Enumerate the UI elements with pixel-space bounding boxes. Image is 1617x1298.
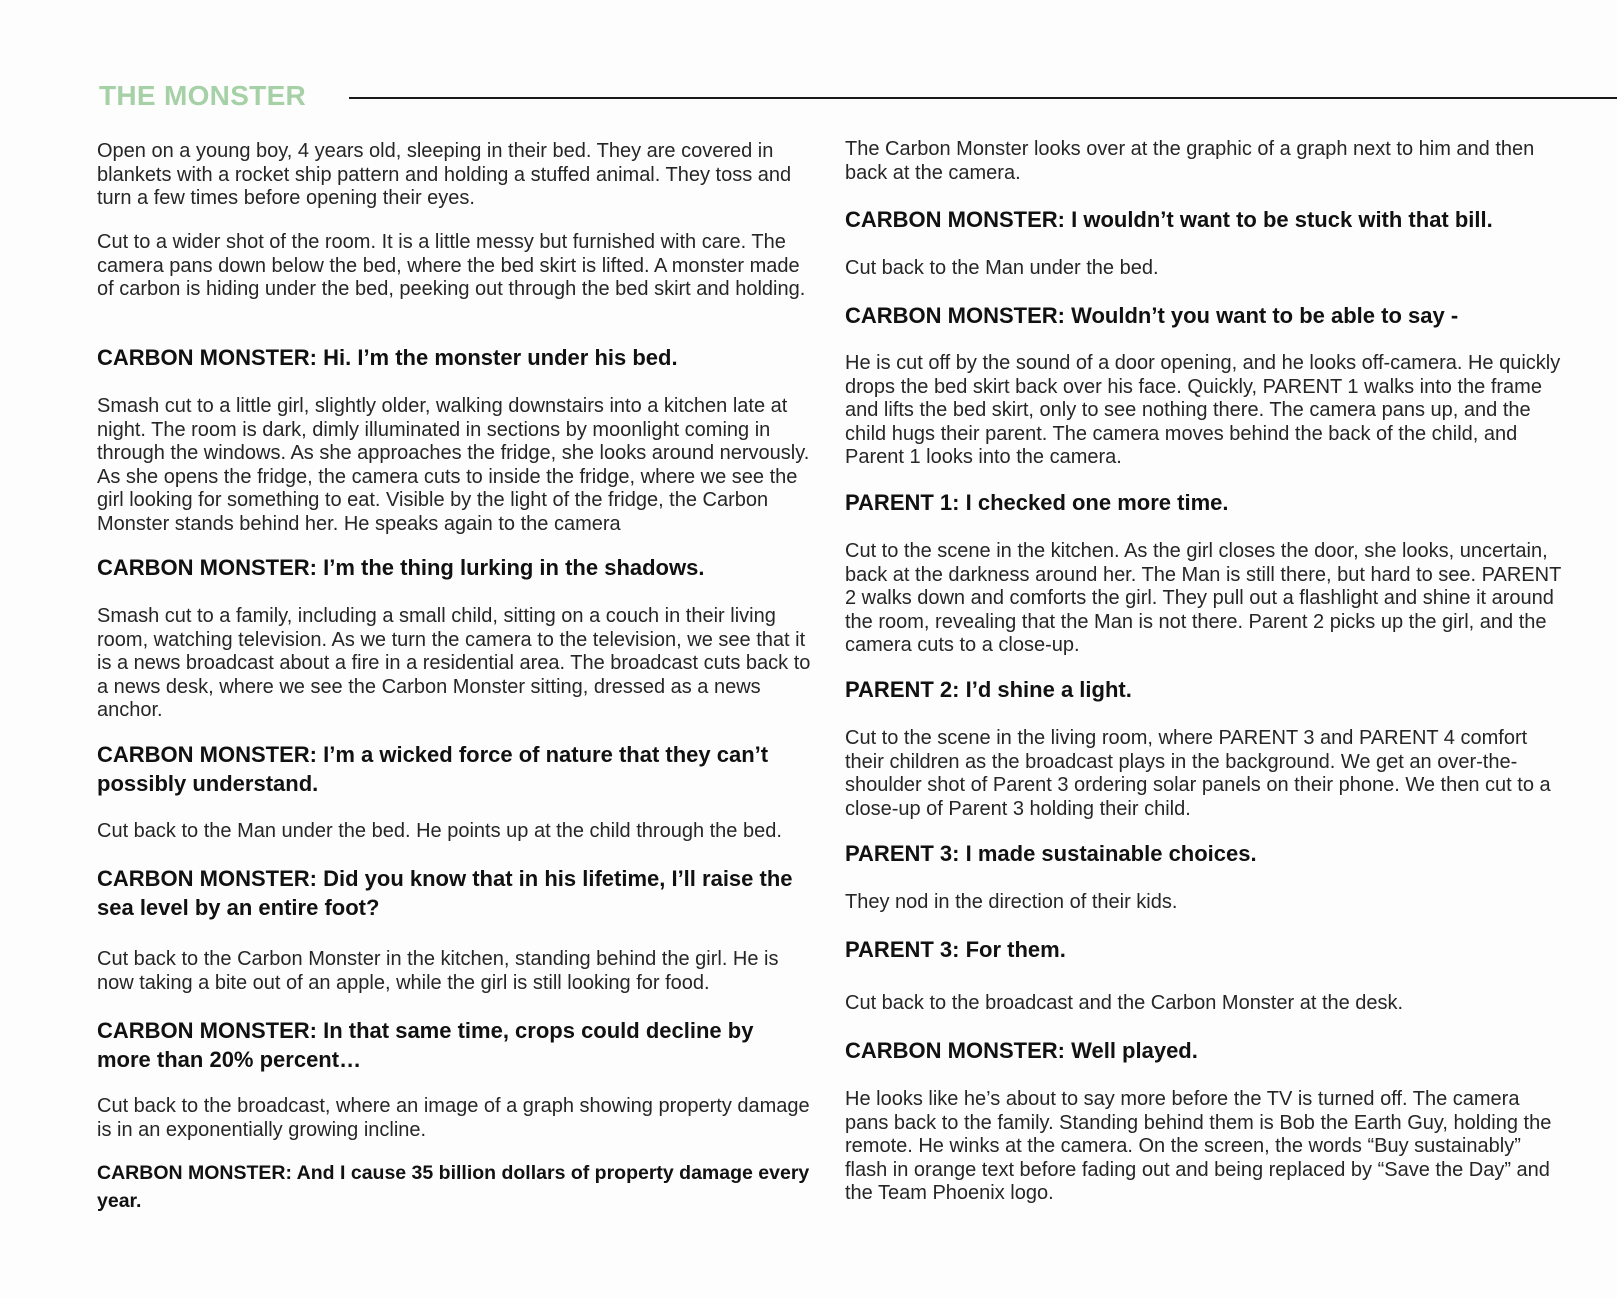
dialogue-line: CARBON MONSTER: And I cause 35 billion dollars of property damage every year. bbox=[97, 1162, 810, 1212]
action-paragraph: Smash cut to a little girl, slightly older, walking downstairs into a kitchen late at night. The room is dark, dimly illuminated in sections by moonlight coming in through the windows. As she approaches the fridge, she looks around nervously. As she opens the fridge, the camera cuts to inside the fridge, where we see the girl looking for something to eat. Visible by the light of the fridge, the Carbon Monster stands behind her. He speaks again to the camera bbox=[97, 395, 810, 535]
dialogue-line: CARBON MONSTER: I wouldn’t want to be stuck with that bill. bbox=[845, 207, 1493, 232]
dialogue-line: PARENT 1: I checked one more time. bbox=[845, 490, 1229, 515]
dialogue-line: PARENT 2: I’d shine a light. bbox=[845, 677, 1132, 702]
action-paragraph: Smash cut to a family, including a small child, sitting on a couch in their living room, watching television. As we turn the camera to the television, we see that it is a news broadcast about a fire in a residential area. The broadcast cuts back to a news desk, where we see the Carbon Monster sitting, dressed as a news anchor. bbox=[97, 605, 811, 721]
action-paragraph: He is cut off by the sound of a door opening, and he looks off-camera. He quickly drops the bed skirt back over his face. Quickly, PARENT 1 walks into the frame and lifts the bed skirt, only to see nothing there. The camera pans up, and the child hugs their parent. The camera moves behind the back of the child, and Parent 1 looks into the camera. bbox=[845, 352, 1561, 468]
action-paragraph: Cut back to the broadcast, where an image of a graph showing property damage is in an exponentially growing incline. bbox=[97, 1095, 810, 1141]
page-title: THE MONSTER bbox=[99, 80, 307, 111]
action-paragraph: Cut to the scene in the living room, where PARENT 3 and PARENT 4 comfort their children as the broadcast plays in the background. We get an over-the-shoulder shot of Parent 3 ordering solar panels on their phone. We then cut to a close-up of Parent 3 holding their child. bbox=[845, 727, 1551, 820]
dialogue-line: CARBON MONSTER: Hi. I’m the monster under his bed. bbox=[97, 345, 678, 370]
dialogue-line: PARENT 3: For them. bbox=[845, 937, 1066, 962]
action-paragraph: They nod in the direction of their kids. bbox=[845, 891, 1178, 913]
dialogue-line: CARBON MONSTER: I’m a wicked force of nature that they can’t possibly understand. bbox=[97, 742, 769, 796]
action-paragraph: Cut back to the Man under the bed. He points up at the child through the bed. bbox=[97, 820, 782, 842]
dialogue-line: CARBON MONSTER: Did you know that in his lifetime, I’ll raise the sea level by an entire foot? bbox=[97, 866, 793, 920]
action-paragraph: Cut back to the Carbon Monster in the kitchen, standing behind the girl. He is now taking a bite out of an apple, while the girl is still looking for food. bbox=[97, 948, 779, 994]
action-paragraph: Open on a young boy, 4 years old, sleeping in their bed. They are covered in blankets with a rocket ship pattern and holding a stuffed animal. They toss and turn a few times before opening their eyes. bbox=[97, 140, 792, 209]
action-paragraph: Cut back to the broadcast and the Carbon Monster at the desk. bbox=[845, 992, 1404, 1014]
title-divider bbox=[349, 97, 1617, 99]
action-paragraph: The Carbon Monster looks over at the graphic of a graph next to him and then back at the camera. bbox=[845, 138, 1535, 184]
action-paragraph: Cut to the scene in the kitchen. As the girl closes the door, she looks, uncertain, back at the darkness around her. The Man is still there, but hard to see. PARENT 2 walks down and comforts the girl. They pull out a flashlight and shine it around the room, revealing that the Man is not there. Parent 2 picks up the girl, and the camera cuts to a close-up. bbox=[845, 540, 1561, 656]
action-paragraph: Cut to a wider shot of the room. It is a little messy but furnished with care. The camera pans down below the bed, where the bed skirt is lifted. A monster made of carbon is hiding under the bed, peeking out through the bed skirt and holding. bbox=[97, 231, 806, 300]
dialogue-line: CARBON MONSTER: Wouldn’t you want to be able to say - bbox=[845, 303, 1459, 328]
action-paragraph: He looks like he’s about to say more before the TV is turned off. The camera pans back to the family. Standing behind them is Bob the Earth Guy, holding the remote. He winks at the camera. On the screen, the words “Buy sustainably” flash in orange text before fading out and being replaced by “Save the Day” and the Team Phoenix logo. bbox=[845, 1088, 1552, 1204]
dialogue-line: CARBON MONSTER: In that same time, crops could decline by more than 20% percent… bbox=[97, 1018, 754, 1072]
dialogue-line: CARBON MONSTER: Well played. bbox=[845, 1038, 1198, 1063]
dialogue-line: CARBON MONSTER: I’m the thing lurking in the shadows. bbox=[97, 555, 705, 580]
action-paragraph: Cut back to the Man under the bed. bbox=[845, 257, 1159, 279]
dialogue-line: PARENT 3: I made sustainable choices. bbox=[845, 841, 1257, 866]
